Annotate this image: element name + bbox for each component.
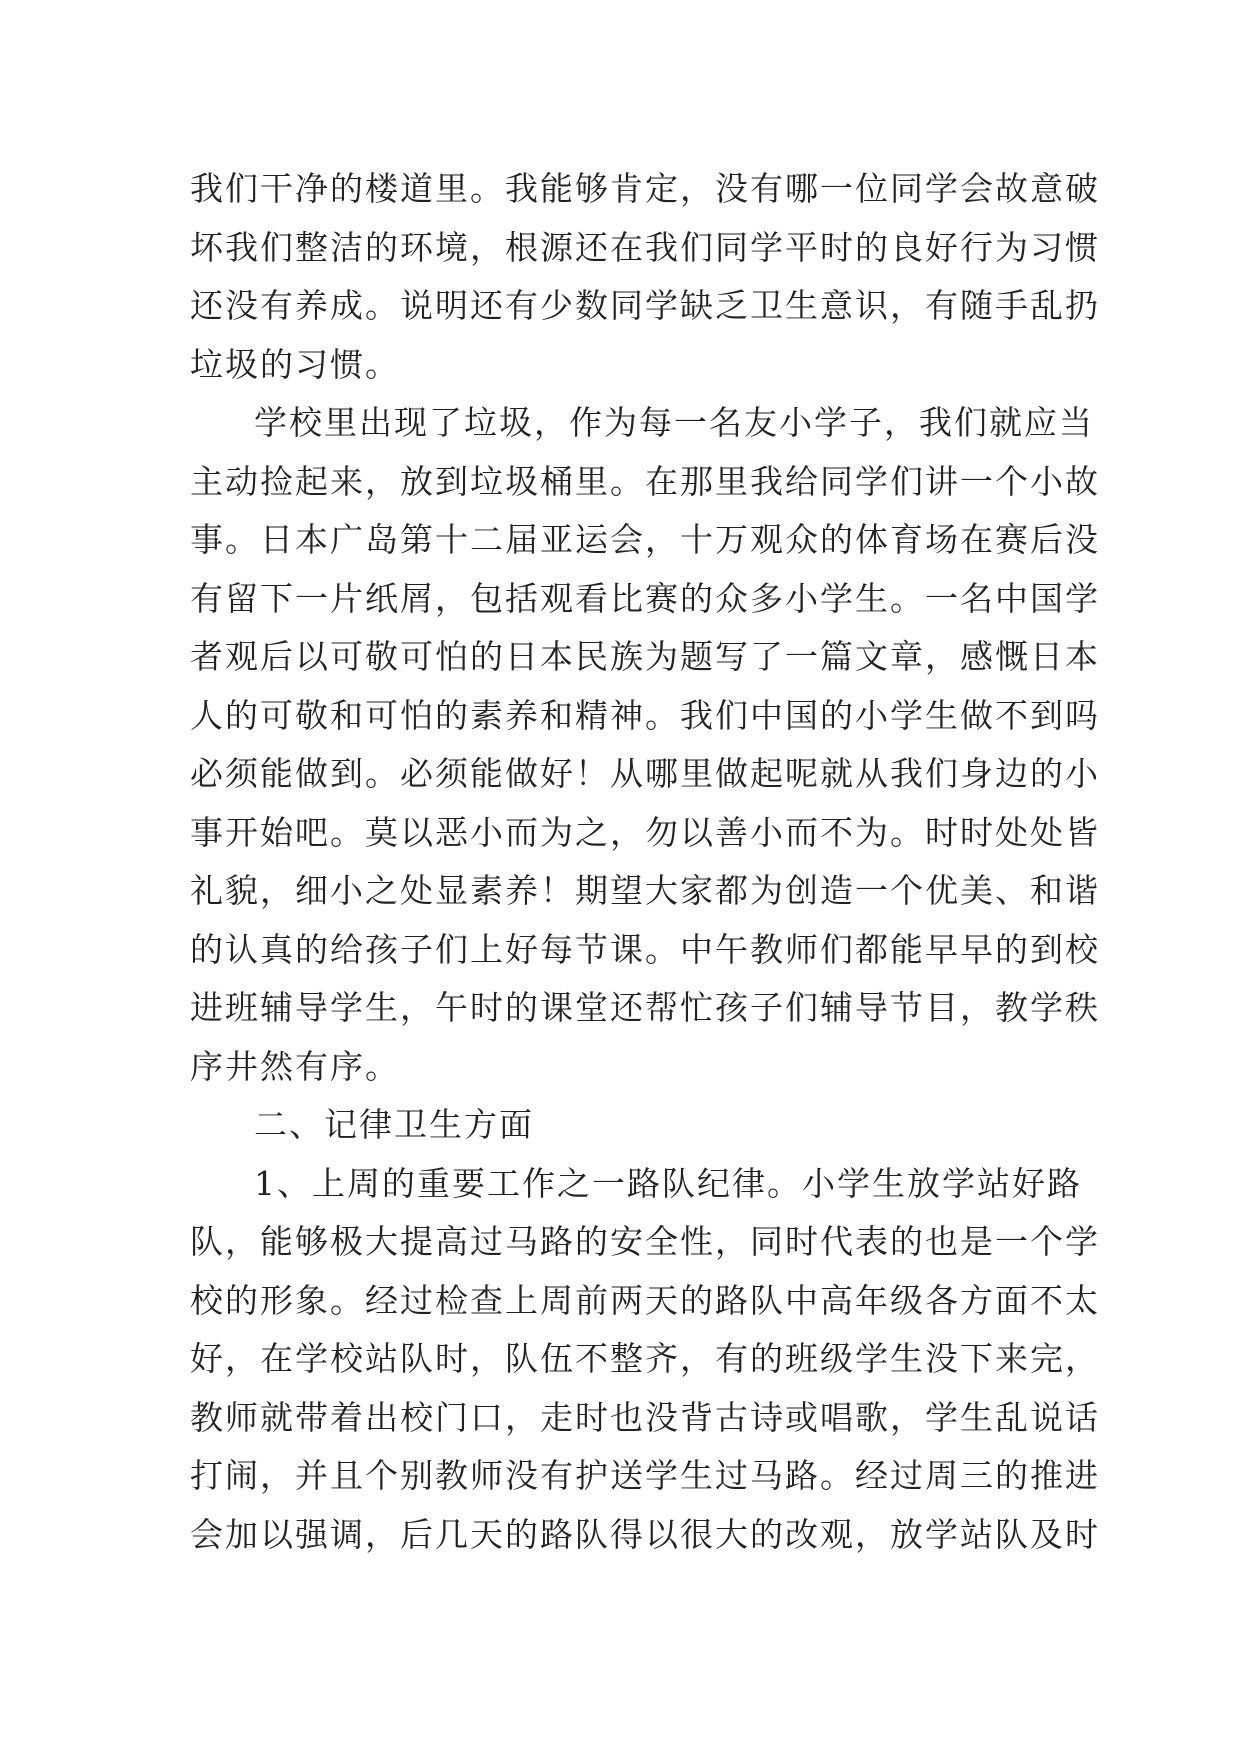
text-line: 会加以强调，后几天的路队得以很大的改观，放学站队及时 (190, 1514, 1100, 1554)
text-line: 礼貌，细小之处显素养！期望大家都为创造一个优美、和谐 (190, 871, 1100, 910)
text-line: 者观后以可敬可怕的日本民族为题写了一篇文章，感慨日本 (190, 637, 1100, 676)
text-line: 队，能够极大提高过马路的安全性，同时代表的也是一个学 (190, 1222, 1100, 1261)
text-line: 好，在学校站队时，队伍不整齐，有的班级学生没下来完， (190, 1339, 1100, 1378)
text-line: 二、记律卫生方面 (254, 1105, 534, 1144)
text-line: 事开始吧。莫以恶小而为之，勿以善小而不为。时时处处皆 (190, 812, 1100, 852)
text-line: 教师就带着出校门口，走时也没背古诗或唱歌，学生乱说话 (190, 1397, 1100, 1437)
document-body (190, 160, 1100, 1564)
text-line: 主动捡起来，放到垃圾桶里。在那里我给同学们讲一个小故 (190, 461, 1100, 501)
text-line: 的认真的给孩子们上好每节课。中午教师们都能早早的到校 (190, 929, 1100, 969)
text-line: 还没有养成。说明还有少数同学缺乏卫生意识，有随手乱扔 (190, 286, 1100, 325)
text-line: 我们干净的楼道里。我能够肯定，没有哪一位同学会故意破 (190, 169, 1100, 208)
text-line: 事。日本广岛第十二届亚运会，十万观众的体育场在赛后没 (190, 520, 1100, 559)
text-line: 序井然有序。 (190, 1046, 400, 1086)
text-line: 人的可敬和可怕的素养和精神。我们中国的小学生做不到吗 (190, 695, 1100, 735)
text-line: 必须能做到。必须能做好！从哪里做起呢就从我们身边的小 (190, 754, 1100, 793)
text-line: 有留下一片纸屑，包括观看比赛的众多小学生。一名中国学 (190, 578, 1100, 618)
text-line: 坏我们整洁的环境，根源还在我们同学平时的良好行为习惯 (190, 227, 1100, 267)
text-line: 1、上周的重要工作之一路队纪律。小学生放学站好路 (254, 1163, 1082, 1203)
text-line: 学校里出现了垃圾，作为每一名友小学子，我们就应当 (254, 403, 1094, 442)
text-line: 进班辅导学生，午时的课堂还帮忙孩子们辅导节目，教学秩 (190, 988, 1100, 1027)
text-line: 打闹，并且个别教师没有护送学生过马路。经过周三的推进 (190, 1456, 1100, 1495)
text-line: 垃圾的习惯。 (190, 344, 400, 384)
text-line: 校的形象。经过检查上周前两天的路队中高年级各方面不太 (190, 1280, 1100, 1320)
